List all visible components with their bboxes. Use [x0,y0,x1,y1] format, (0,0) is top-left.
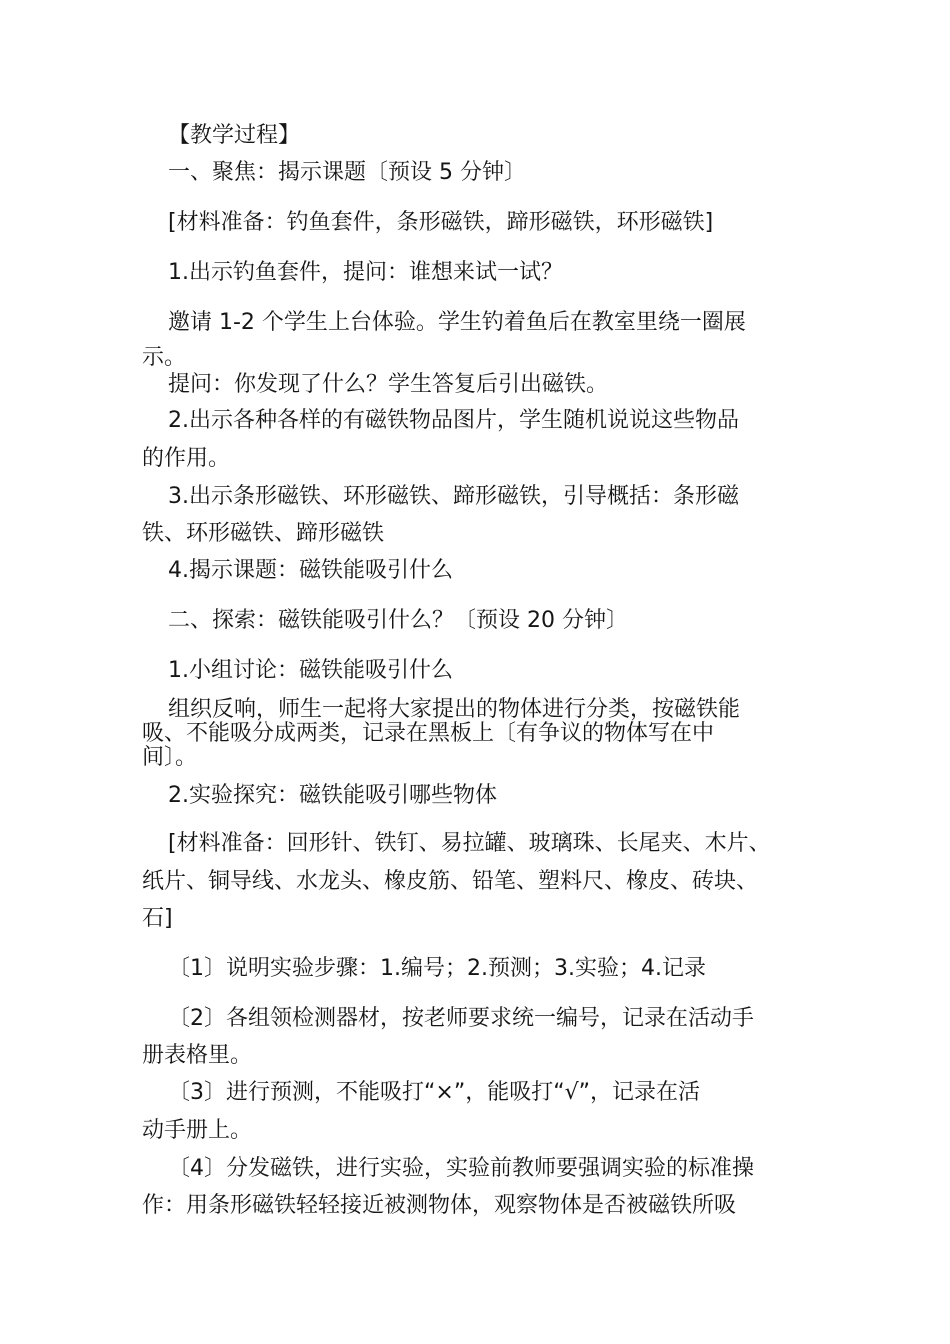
paragraph-line: 册表格里。 [142,1043,253,1068]
materials-line: [材料准备：回形针、铁钉、易拉罐、玻璃珠、长尾夹、木片、 [168,831,771,856]
step-heading: 二、探索：磁铁能吸引什么？〔预设 20 分钟〕 [168,608,628,633]
materials-line: [材料准备：钓鱼套件，条形磁铁，蹄形磁铁，环形磁铁] [168,210,714,235]
materials-line: 石] [142,906,173,931]
paragraph-line: 示。 [142,345,187,370]
paragraph-line: 2.出示各种各样的有磁铁物品图片，学生随机说说这些物品 [168,408,739,433]
paragraph-line: 〔2〕各组领检测器材，按老师要求统一编号，记录在活动手 [168,1006,754,1031]
paragraph-line: 2.实验探究：磁铁能吸引哪些物体 [168,783,497,808]
section-heading: 【教学过程】 [168,123,301,148]
paragraph-line: 作：用条形磁铁轻轻接近被测物体，观察物体是否被磁铁所吸 [142,1193,737,1218]
step-heading: 一、聚焦：揭示课题〔预设 5 分钟〕 [168,160,526,185]
paragraph-line: 提问：你发现了什么？学生答复后引出磁铁。 [168,372,609,397]
paragraph-line: 吸、不能吸分成两类，记录在黑板上〔有争议的物体写在中 [142,721,715,746]
paragraph-line: 1.出示钓鱼套件，提问：谁想来试一试？ [168,260,563,285]
paragraph-line: 4.揭示课题：磁铁能吸引什么 [168,558,453,583]
paragraph-line: 邀请 1-2 个学生上台体验。学生钓着鱼后在教室里绕一圈展 [168,310,746,335]
paragraph-line: 组织反响，师生一起将大家提出的物体进行分类，按磁铁能 [168,697,741,722]
paragraph-line: 〔3〕进行预测，不能吸打“×”，能吸打“√”，记录在活 [168,1080,701,1105]
paragraph-line: 动手册上。 [142,1118,253,1143]
paragraph-line: 〔1〕说明实验步骤：1.编号；2.预测；3.实验；4.记录 [168,956,706,981]
paragraph-line: 3.出示条形磁铁、环形磁铁、蹄形磁铁，引导概括：条形磁 [168,484,739,509]
paragraph-line: 铁、环形磁铁、蹄形磁铁 [142,521,385,546]
paragraph-line: 的作用。 [142,446,231,471]
paragraph-line: 间〕。 [142,745,198,770]
paragraph-line: 1.小组讨论：磁铁能吸引什么 [168,658,453,683]
paragraph-line: 〔4〕分发磁铁，进行实验，实验前教师要强调实验的标准操 [168,1156,754,1181]
materials-line: 纸片、铜导线、水龙头、橡皮筋、铅笔、塑料尺、橡皮、砖块、 [142,869,759,894]
